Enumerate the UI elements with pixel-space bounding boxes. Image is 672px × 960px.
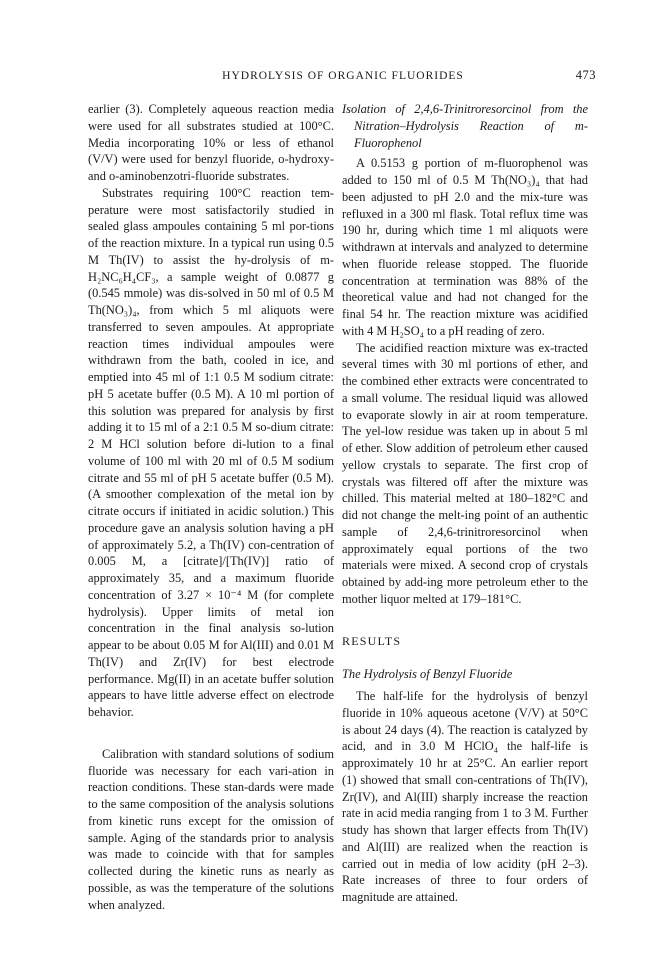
left-paragraph-2: Substrates requiring 100°C reaction tem-perature were most satisfactorily studied in sealed glass ampoules containing 5 ml por-tions of the reaction mixture. In a typical run using 0.5 M Th(IV) to assist the hy-drolysis of m-H₂NC₆H₄CF₃, a sample weight of 0.0877 g (0.545 mmole) was dis-solved in 50 ml of 0.5 M Th(NO₃)₄, from which 5 ml aliquots were transferred to seven ampoules. At appropriate reaction times individual ampoules were withdrawn from the bath, cooled in ice, and emptied into 45 ml of 1:1 0.5 M sodium citrate: pH 5 acetate buffer (0.5 M). A 10 ml portion of this solution was prepared for analysis by first adding it to 15 ml of a 2:1 0.5 M so-dium citrate: 2 M HCl solution before di-lution to a final volume of 100 ml with 20 ml of 0.5 M sodium citrate and 55 ml of pH 5 acetate buffer (0.5 M). (A smoother complexation of the metal ion by citrate occurs if initiated in acidic solution.) This procedure gave an analysis solution having a pH of approximately 5.2, a Th(IV) con-centration of 0.005 M, a [citrate]/[Th(IV)] ratio of approximately 35, and a maximum fluoride concentration of 3.27 × 10⁻⁴ M (for complete hydrolysis). Upper limits of metal ion concentration in the final analysis so-lution appear to be about 0.05 M for Al(III) and 0.01 M Th(IV) and Zr(IV) for best electrode performance. Mg(II) in an acetate buffer solution appears to have little adverse effect on electrode behavior. xyxy=(88,185,334,719)
right-paragraph-2: The acidified reaction mixture was ex-tracted several times with 30 ml portions of ether, and the combined ether extracts were concentrated to a small volume. The residual liquid was allowed to evaporate slowly in air at room temperature. The yel-low residue was taken up in about 5 ml of ether. Slow addition of petroleum ether caused yellow crystals to separate. The first crop of crystals was filtered off after the mixture was chilled. This material melted at 180–182°C and did not change the melt-ing point of an authentic sample of 2,4,6-trinitroresorcinol when approximately equal portions of the two materials were mixed. A second crop of crystals obtained by add-ing more petroleum ether to the mother liquor melted at 179–181°C. xyxy=(342,340,588,606)
left-paragraph-1: earlier (3). Completely aqueous reaction media were used for all substrates studied at 100°C. Media incorporating 10% or less of ethanol (V/V) were used for benzyl fluoride, o-hydroxy- and o-aminobenzotri-fluoride substrates. xyxy=(88,102,334,183)
left-column xyxy=(88,101,334,913)
right-paragraph-3: The half-life for the hydrolysis of benzyl fluoride in 10% aqueous acetone (V/V) at 50°C is about 24 days (4). The reaction is catalyzed by acid, and in 3.0 M HClO₄ the half-life is approximately 10 hr at 25°C. An earlier report (1) showed that small con-centrations of Th(IV), Zr(IV), and Al(III) sharply increase the reaction rate in acid media ranging from 1 to 3 M. Further study has shown that larger effects from Th(IV) and Al(III) are realized when the reaction is carried out in media of low acidity (pH 2–3). Rate increases of three to four orders of magnitude are attained. xyxy=(342,689,588,904)
right-paragraph-1: A 0.5153 g portion of m-fluorophenol was added to 150 ml of 0.5 M Th(NO₃)₄ that had been adjusted to pH 2.0 and the mix-ture was refluxed in a 300 ml flask. Total reflux time was 190 hr, during which time 1 ml aliquots were withdrawn at intervals and analyzed to determine when fluoride release stopped. The fluoride concentration at termination was 88% of the theoretical value and had not changed for the final 54 hr. The reaction mixture was acidified with 4 M H₂SO₄ to a pH reading of zero. xyxy=(342,156,588,338)
section-spacer xyxy=(342,608,588,633)
section-heading-results: RESULTS xyxy=(342,633,402,648)
left-paragraph-3: Calibration with standard solutions of sodium fluoride was necessary for each vari-ation in reaction conditions. These stan-dards were made to the same composition of the analysis solutions from kinetic runs except for the omission of sample. Aging of the standards prior to analysis was made to coincide with that for samples collected during the kinetic runs as nearly as possible, as was the temperature of the solutions when analyzed. xyxy=(88,746,334,912)
section-subheading-benzyl: The Hydrolysis of Benzyl Fluoride xyxy=(342,667,513,682)
section-subheading-isolation: Isolation of 2,4,6-Trinitroresorcinol from the Nitration–Hydrolysis Reaction of m-Fluorophenol xyxy=(342,102,588,150)
paragraph-spacer xyxy=(88,721,334,746)
running-title: HYDROLYSIS OF ORGANIC FLUORIDES xyxy=(222,70,464,82)
section-spacer xyxy=(342,649,588,666)
page-number: 473 xyxy=(575,68,596,82)
page-header xyxy=(88,70,598,86)
right-column xyxy=(342,101,588,906)
